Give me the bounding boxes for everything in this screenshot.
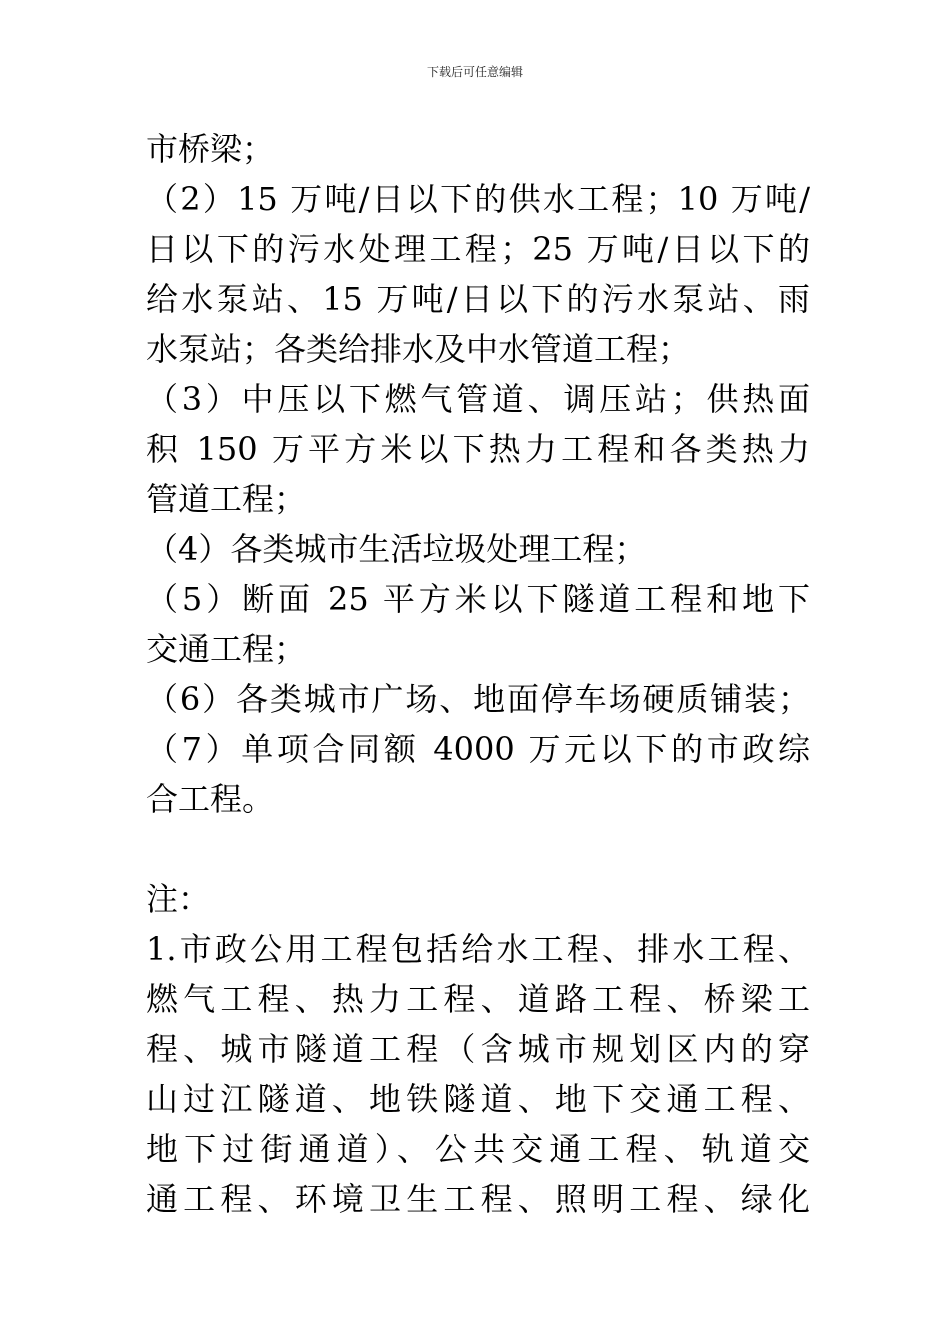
text-line: 合工程。 [146, 780, 275, 818]
text-line: 积 150 万平方米以下热力工程和各类热力 [146, 430, 810, 468]
text-line: 1.市政公用工程包括给水工程、排水工程、 [146, 930, 810, 968]
text-line: 燃气工程、热力工程、道路工程、桥梁工 [146, 980, 810, 1018]
text-line: （4）各类城市生活垃圾处理工程； [146, 530, 647, 568]
text-line: 管道工程； [146, 480, 307, 518]
blank-line [146, 824, 810, 874]
text-line: 山过江隧道、地铁隧道、地下交通工程、 [146, 1080, 810, 1118]
page-header-watermark: 下载后可任意编辑 [426, 65, 523, 79]
text-line: （3）中压以下燃气管道、调压站；供热面 [146, 380, 810, 418]
text-line: （6）各类城市广场、地面停车场硬质铺装； [146, 680, 810, 718]
text-line: 市桥梁； [146, 130, 275, 168]
document-body [146, 124, 810, 1224]
text-line: 交通工程； [146, 630, 307, 668]
text-line: 水泵站；各类给排水及中水管道工程； [146, 330, 691, 368]
text-line: 通工程、环境卫生工程、照明工程、绿化 [146, 1180, 810, 1218]
text-line: 给水泵站、15 万吨/日以下的污水泵站、雨 [146, 280, 810, 318]
text-line: （2）15 万吨/日以下的供水工程；10 万吨/ [146, 180, 810, 218]
text-line: （5）断面 25 平方米以下隧道工程和地下 [146, 580, 810, 618]
note-label: 注： [146, 880, 211, 918]
text-line: 地下过街通道）、公共交通工程、轨道交 [146, 1130, 810, 1168]
text-line: 日以下的污水处理工程；25 万吨/日以下的 [146, 230, 810, 268]
text-line: （7）单项合同额 4000 万元以下的市政综 [146, 730, 810, 768]
text-line: 程、城市隧道工程（含城市规划区内的穿 [146, 1030, 810, 1068]
